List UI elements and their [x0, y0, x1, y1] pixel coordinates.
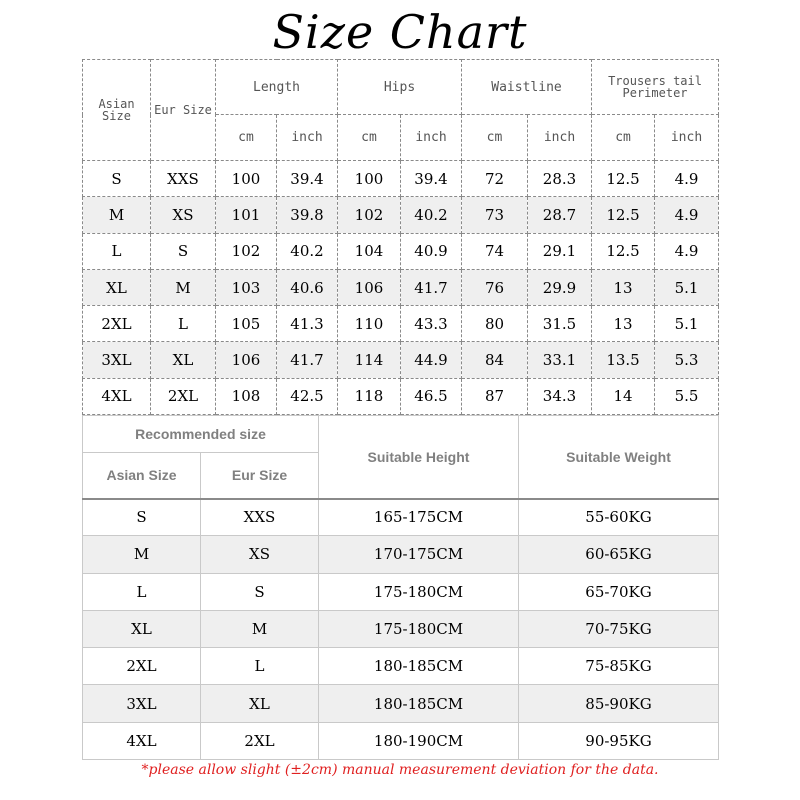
header-unit-inch: inch [655, 115, 719, 161]
header-eur-size: Eur Size [201, 453, 319, 499]
header-unit-cm: cm [338, 115, 401, 161]
cell-length-in: 39.8 [277, 197, 338, 233]
cell-eur: M [201, 610, 319, 647]
cell-length-cm: 102 [216, 233, 277, 269]
header-trousers-tail-perimeter: Trousers tail Perimeter [592, 60, 719, 115]
cell-length-in: 42.5 [277, 378, 338, 414]
cell-trousers-cm: 12.5 [592, 233, 655, 269]
cell-asian: L [83, 233, 151, 269]
table-row [83, 378, 719, 414]
table-row [83, 233, 719, 269]
cell-trousers-in: 5.5 [655, 378, 719, 414]
cell-eur: XXS [201, 499, 319, 536]
header-unit-inch: inch [401, 115, 462, 161]
cell-hips-in: 43.3 [401, 306, 462, 342]
cell-asian: 4XL [83, 722, 201, 759]
cell-asian: XL [83, 269, 151, 305]
cell-eur: XS [201, 536, 319, 573]
cell-asian: 2XL [83, 306, 151, 342]
cell-trousers-cm: 12.5 [592, 197, 655, 233]
cell-waist-cm: 76 [462, 269, 528, 305]
header-waistline: Waistline [462, 60, 592, 115]
cell-hips-in: 39.4 [401, 161, 462, 197]
cell-eur: L [151, 306, 216, 342]
cell-eur: S [151, 233, 216, 269]
header-suitable-height: Suitable Height [319, 416, 519, 499]
cell-length-in: 41.7 [277, 342, 338, 378]
cell-height: 175-180CM [319, 610, 519, 647]
cell-asian: 4XL [83, 378, 151, 414]
header-length: Length [216, 60, 338, 115]
cell-trousers-in: 5.3 [655, 342, 719, 378]
cell-length-cm: 108 [216, 378, 277, 414]
table-row [83, 648, 719, 685]
cell-trousers-cm: 13 [592, 269, 655, 305]
table-row [83, 685, 719, 722]
cell-hips-cm: 110 [338, 306, 401, 342]
cell-height: 165-175CM [319, 499, 519, 536]
cell-weight: 55-60KG [519, 499, 719, 536]
cell-height: 180-185CM [319, 685, 519, 722]
cell-trousers-in: 5.1 [655, 306, 719, 342]
header-unit-cm: cm [592, 115, 655, 161]
header-hips: Hips [338, 60, 462, 115]
cell-asian: M [83, 536, 201, 573]
cell-asian: 3XL [83, 342, 151, 378]
cell-asian: L [83, 573, 201, 610]
cell-waist-in: 28.7 [528, 197, 592, 233]
cell-length-cm: 105 [216, 306, 277, 342]
cell-hips-cm: 114 [338, 342, 401, 378]
table-row [83, 573, 719, 610]
cell-asian: S [83, 499, 201, 536]
cell-weight: 60-65KG [519, 536, 719, 573]
cell-length-cm: 100 [216, 161, 277, 197]
cell-height: 175-180CM [319, 573, 519, 610]
cell-hips-cm: 104 [338, 233, 401, 269]
cell-eur: XL [201, 685, 319, 722]
cell-waist-in: 33.1 [528, 342, 592, 378]
cell-weight: 90-95KG [519, 722, 719, 759]
header-unit-inch: inch [277, 115, 338, 161]
table-row [83, 306, 719, 342]
cell-hips-cm: 100 [338, 161, 401, 197]
cell-eur: S [201, 573, 319, 610]
cell-weight: 75-85KG [519, 648, 719, 685]
cell-waist-cm: 74 [462, 233, 528, 269]
table-row [83, 610, 719, 647]
cell-trousers-in: 4.9 [655, 233, 719, 269]
cell-waist-cm: 72 [462, 161, 528, 197]
cell-weight: 70-75KG [519, 610, 719, 647]
cell-eur: XS [151, 197, 216, 233]
cell-hips-in: 40.2 [401, 197, 462, 233]
table-row [83, 161, 719, 197]
cell-waist-cm: 73 [462, 197, 528, 233]
cell-length-cm: 101 [216, 197, 277, 233]
cell-weight: 85-90KG [519, 685, 719, 722]
cell-trousers-cm: 13.5 [592, 342, 655, 378]
header-asian-size: Asian Size [83, 60, 151, 161]
cell-waist-cm: 87 [462, 378, 528, 414]
cell-hips-cm: 118 [338, 378, 401, 414]
cell-eur: 2XL [201, 722, 319, 759]
cell-hips-cm: 106 [338, 269, 401, 305]
table-row [83, 342, 719, 378]
cell-asian: S [83, 161, 151, 197]
cell-waist-in: 29.9 [528, 269, 592, 305]
cell-eur: L [201, 648, 319, 685]
header-eur-size: Eur Size [151, 60, 216, 161]
cell-hips-in: 46.5 [401, 378, 462, 414]
table-row [83, 536, 719, 573]
cell-height: 180-185CM [319, 648, 519, 685]
cell-hips-in: 44.9 [401, 342, 462, 378]
cell-asian: M [83, 197, 151, 233]
cell-waist-cm: 84 [462, 342, 528, 378]
table-row [83, 722, 719, 759]
cell-eur: XL [151, 342, 216, 378]
cell-trousers-in: 4.9 [655, 161, 719, 197]
cell-length-in: 40.6 [277, 269, 338, 305]
cell-height: 180-190CM [319, 722, 519, 759]
cell-length-cm: 106 [216, 342, 277, 378]
header-suitable-weight: Suitable Weight [519, 416, 719, 499]
cell-trousers-in: 5.1 [655, 269, 719, 305]
cell-eur: 2XL [151, 378, 216, 414]
cell-eur: M [151, 269, 216, 305]
cell-height: 170-175CM [319, 536, 519, 573]
cell-waist-in: 28.3 [528, 161, 592, 197]
cell-waist-in: 29.1 [528, 233, 592, 269]
cell-hips-cm: 102 [338, 197, 401, 233]
measurement-note: *please allow slight (±2cm) manual measurement deviation for the data. [141, 762, 659, 778]
cell-asian: XL [83, 610, 201, 647]
table-row [83, 197, 719, 233]
header-unit-inch: inch [528, 115, 592, 161]
cell-trousers-cm: 12.5 [592, 161, 655, 197]
cell-length-in: 41.3 [277, 306, 338, 342]
cell-trousers-in: 4.9 [655, 197, 719, 233]
size-table [82, 59, 719, 415]
page-title: Size Chart [272, 5, 528, 59]
cell-length-in: 40.2 [277, 233, 338, 269]
cell-hips-in: 41.7 [401, 269, 462, 305]
cell-waist-cm: 80 [462, 306, 528, 342]
cell-hips-in: 40.9 [401, 233, 462, 269]
cell-eur: XXS [151, 161, 216, 197]
cell-length-in: 39.4 [277, 161, 338, 197]
cell-weight: 65-70KG [519, 573, 719, 610]
recommended-size-table [82, 415, 719, 760]
table-row [83, 499, 719, 536]
cell-length-cm: 103 [216, 269, 277, 305]
cell-waist-in: 34.3 [528, 378, 592, 414]
cell-trousers-cm: 14 [592, 378, 655, 414]
header-recommended-size: Recommended size [83, 416, 319, 453]
header-asian-size: Asian Size [83, 453, 201, 499]
cell-trousers-cm: 13 [592, 306, 655, 342]
header-unit-cm: cm [462, 115, 528, 161]
header-unit-cm: cm [216, 115, 277, 161]
cell-asian: 3XL [83, 685, 201, 722]
table-row [83, 269, 719, 305]
cell-asian: 2XL [83, 648, 201, 685]
cell-waist-in: 31.5 [528, 306, 592, 342]
